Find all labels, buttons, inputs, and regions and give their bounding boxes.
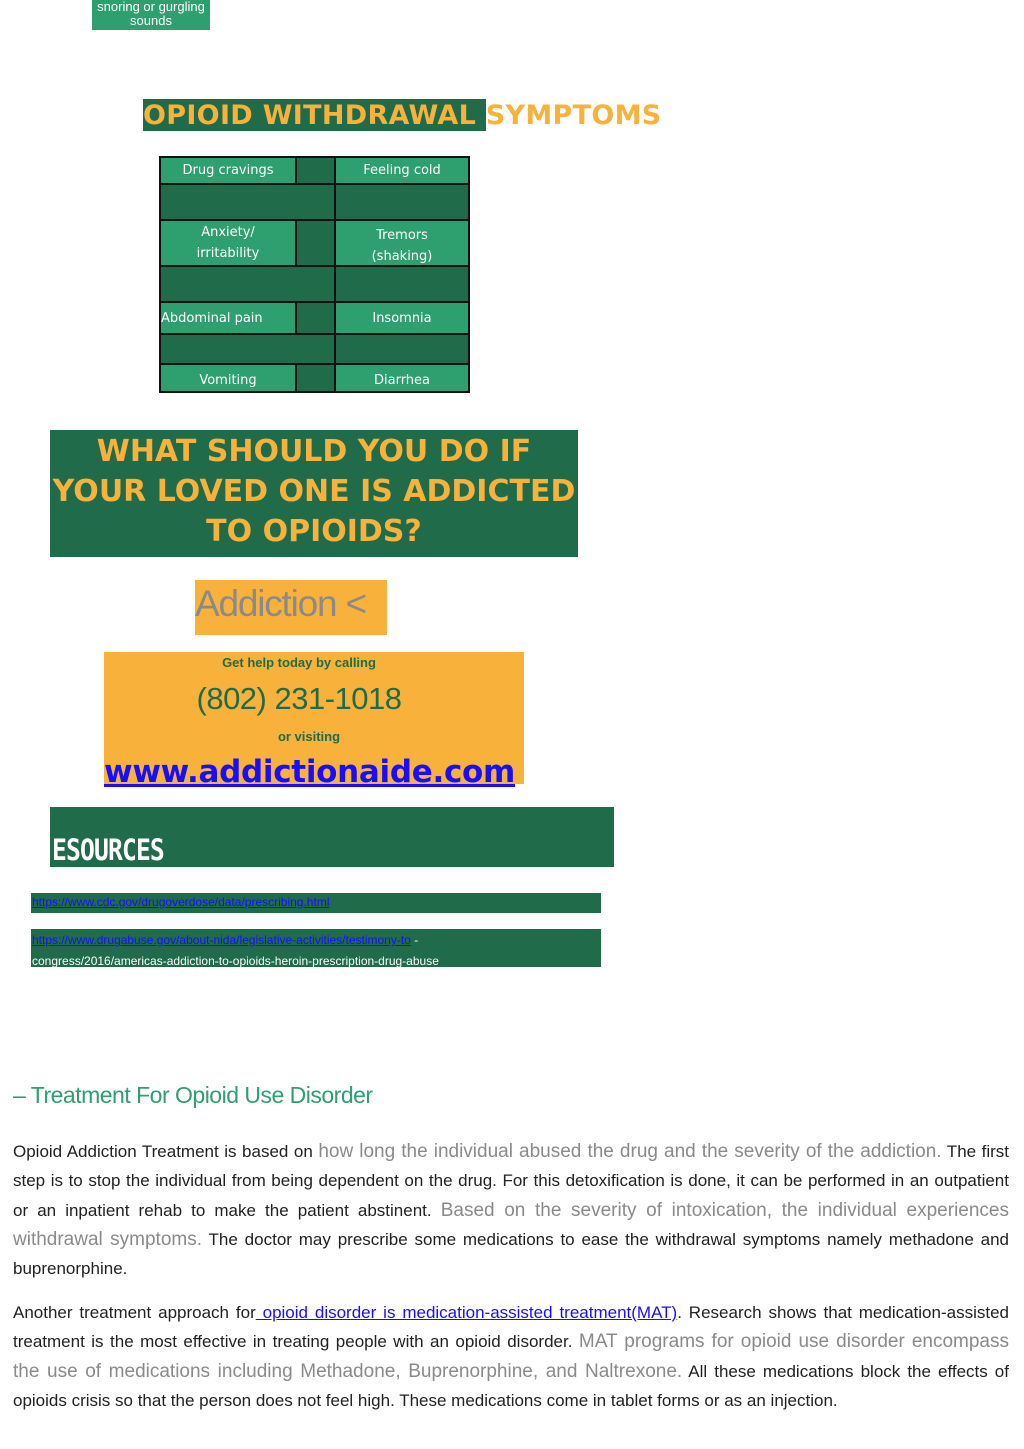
- help-text: Get help today by calling: [222, 655, 376, 670]
- table-spacer-cell: [295, 363, 336, 393]
- link-dash: -: [414, 933, 419, 947]
- table-spacer-cell: [159, 265, 336, 303]
- phone-number[interactable]: (802) 231-1018: [196, 681, 402, 716]
- resources-banner: [50, 807, 614, 867]
- symptom-cell: Anxiety/ irritability: [159, 219, 297, 267]
- symptom-cell: Vomiting: [159, 363, 297, 393]
- article-paragraph-1: [13, 1137, 1009, 1283]
- question-banner: [50, 430, 578, 557]
- table-spacer-cell: [295, 219, 336, 267]
- resource-link-nida[interactable]: https://www.drugabuse.gov/about-nida/legislative-activities/testimony-to: [32, 933, 411, 947]
- emphasis-text: how long the individual abused the drug and the severity of the addiction.: [318, 1141, 942, 1162]
- resource-link-nida-line1: [32, 933, 418, 947]
- emphasis-text: Based on the severity of intoxication, the individual experiences withdrawal symptoms.: [13, 1199, 1009, 1250]
- text-run: The doctor may prescribe some medications to ease the withdrawal symptoms namely methadone and buprenorphine.: [13, 1229, 1010, 1279]
- table-spacer-cell: [159, 183, 336, 221]
- resource-link-nida-line2: congress/2016/americas-addiction-to-opioids-heroin-prescription-drug-abuse: [32, 954, 439, 968]
- symptom-cell: Drug cravings: [159, 156, 297, 185]
- symptom-cell: Diarrhea: [334, 363, 470, 393]
- symptom-cell: Abdominal pain: [159, 301, 297, 335]
- symptoms-title: OPIOID WITHDRAWAL SYMPTOMS: [143, 100, 662, 131]
- article-heading: – Treatment For Opioid Use Disorder: [13, 1082, 373, 1108]
- text-run: Another treatment approach for: [13, 1303, 256, 1322]
- symptom-label-snoring: snoring or gurgling sounds: [92, 0, 210, 30]
- symptom-cell: Insomnia: [334, 301, 470, 335]
- table-spacer-cell: [295, 301, 336, 335]
- table-spacer-cell: [334, 333, 470, 365]
- resources-title: ESOURCES: [52, 833, 164, 867]
- text-run: Opioid Addiction Treatment is based on: [13, 1142, 319, 1161]
- text-run: . Research shows that medication-assisted treatment is the most effective in treating people with an opioid disorder.: [13, 1303, 1009, 1352]
- table-spacer-cell: [295, 156, 336, 185]
- symptom-cell: Feeling cold: [334, 156, 470, 185]
- mat-link[interactable]: opioid disorder is medication-assisted treatment(MAT): [255, 1303, 678, 1322]
- article-paragraph-2: [13, 1298, 1009, 1415]
- table-spacer-cell: [334, 183, 470, 221]
- table-spacer-cell: [159, 333, 336, 365]
- question-heading: WHAT SHOULD YOU DO IF YOUR LOVED ONE IS ADDICTED TO OPIOIDS?: [52, 434, 576, 549]
- addiction-label: Addiction <: [195, 583, 366, 624]
- resource-link-cdc[interactable]: https://www.cdc.gov/drugoverdose/data/prescribing.html: [32, 895, 330, 909]
- text-run: The first step is to stop the individual from being dependent on the drug. For this detoxification is done, it can be performed in an outpatient or an inpatient rehab to make the patient abstinent.: [13, 1142, 1010, 1220]
- table-spacer-cell: [334, 265, 470, 303]
- website-link[interactable]: www.addictionaide.com: [104, 754, 516, 790]
- symptom-cell: Tremors (shaking): [334, 219, 470, 267]
- emphasis-text: MAT programs for opioid use disorder encompass the use of medications including Methadone, Buprenorphine, and Naltrexone.: [13, 1331, 1009, 1382]
- or-visiting-text: or visiting: [277, 729, 341, 744]
- text-run: All these medications block the effects of opioids crisis so that the person does not feel high. These medications come in tablet forms or as an injection.: [13, 1361, 1009, 1410]
